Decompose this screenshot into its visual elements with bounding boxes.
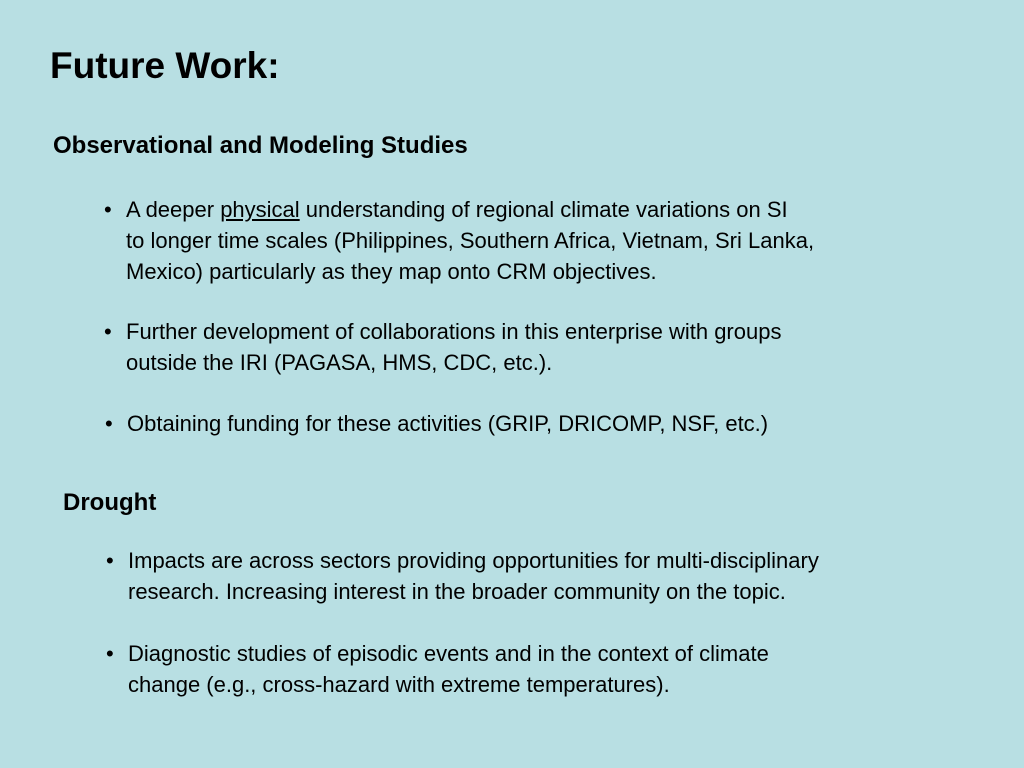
bullet-line: Diagnostic studies of episodic events and in the context of climate — [128, 641, 769, 666]
bullet-marker: • — [105, 411, 113, 436]
slide-title: Future Work: — [50, 45, 280, 86]
bullet-line: to longer time scales (Philippines, Southern Africa, Vietnam, Sri Lanka, — [126, 228, 815, 253]
bullet-item — [104, 316, 782, 378]
bullet-item — [106, 545, 819, 607]
bullet-line: Mexico) particularly as they map onto CRM objectives. — [126, 259, 657, 284]
underlined-word: physical — [220, 197, 300, 222]
bullet-text: A deeper — [126, 197, 221, 222]
bullet-line: research. Increasing interest in the broader community on the topic. — [128, 579, 786, 604]
bullet-item — [105, 408, 769, 439]
bullet-marker: • — [104, 197, 112, 222]
section-heading-drought: Drought — [63, 489, 157, 516]
bullet-line: Obtaining funding for these activities (GRIP, DRICOMP, NSF, etc.) — [127, 411, 769, 436]
bullet-item — [106, 638, 769, 700]
bullet-line: Further development of collaborations in this enterprise with groups — [126, 319, 782, 344]
section-heading-observational: Observational and Modeling Studies — [53, 132, 468, 159]
bullet-marker: • — [106, 548, 114, 573]
bullet-marker: • — [104, 319, 112, 344]
bullet-line — [126, 194, 814, 225]
bullet-line: Impacts are across sectors providing opportunities for multi-disciplinary — [128, 548, 819, 573]
bullet-item — [104, 194, 815, 287]
bullet-marker: • — [106, 641, 114, 666]
bullet-line: outside the IRI (PAGASA, HMS, CDC, etc.). — [126, 350, 553, 375]
bullet-text: understanding of regional climate variations on SI — [299, 197, 788, 222]
bullet-line: change (e.g., cross-hazard with extreme temperatures). — [128, 672, 670, 697]
